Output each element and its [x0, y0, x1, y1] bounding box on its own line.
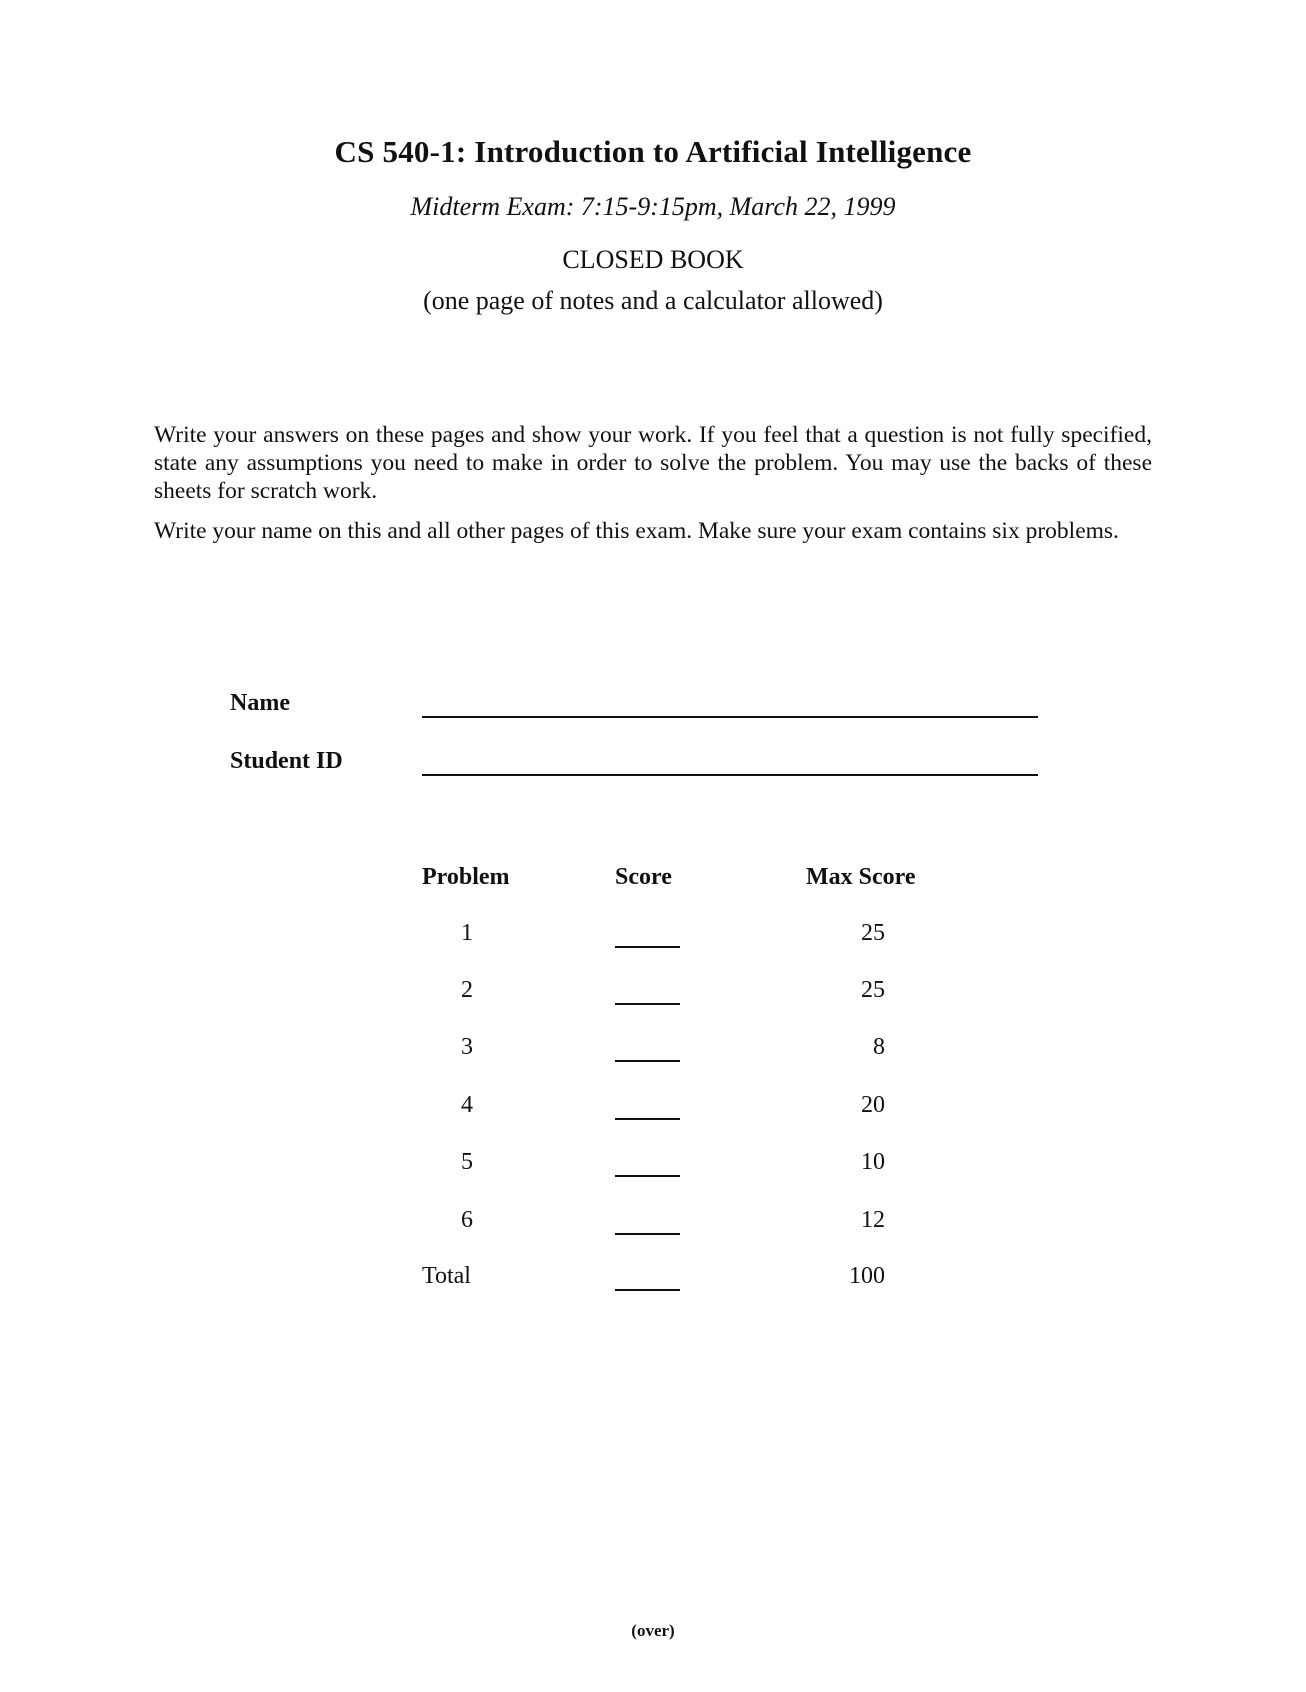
max-score-value: 12 [861, 1207, 885, 1233]
max-score-value: 25 [861, 977, 885, 1003]
closed-book-notice: CLOSED BOOK [562, 245, 744, 274]
instructions-paragraph-2: Write your name on this and all other pages of this exam. Make sure your exam contains six problems. [154, 518, 1119, 544]
score-row [0, 1207, 1306, 1247]
max-score-value: 8 [873, 1034, 885, 1060]
score-row [0, 1092, 1306, 1132]
instructions-paragraph-1: Write your answers on these pages and show your work. If you feel that a question is not fully specified, state any assumptions you need to make in order to solve the problem. You may use the backs of these sheets for scratch work. [154, 422, 1152, 504]
total-label: Total [422, 1263, 471, 1289]
score-blank[interactable] [615, 1060, 680, 1062]
max-score-value: 25 [861, 920, 885, 946]
score-total-row [0, 1263, 1306, 1303]
student-id-field[interactable] [422, 774, 1038, 776]
problem-number: 5 [461, 1149, 473, 1175]
problem-number: 6 [461, 1207, 473, 1233]
exam-subtitle: Midterm Exam: 7:15-9:15pm, March 22, 1999 [410, 192, 896, 221]
max-score-value: 10 [861, 1149, 885, 1175]
total-score-blank[interactable] [615, 1289, 680, 1291]
score-row [0, 1149, 1306, 1189]
score-blank[interactable] [615, 1233, 680, 1235]
name-field[interactable] [422, 716, 1038, 718]
name-label: Name [230, 690, 290, 716]
score-row [0, 920, 1306, 960]
score-blank[interactable] [615, 946, 680, 948]
max-score-column-header: Max Score [806, 864, 916, 890]
problem-number: 1 [461, 920, 473, 946]
exam-title: CS 540-1: Introduction to Artificial Intelligence [334, 134, 972, 169]
total-max-score-value: 100 [849, 1263, 885, 1289]
score-blank[interactable] [615, 1118, 680, 1120]
score-column-header: Score [615, 864, 672, 890]
problem-number: 3 [461, 1034, 473, 1060]
problem-number: 2 [461, 977, 473, 1003]
max-score-value: 20 [861, 1092, 885, 1118]
score-row [0, 977, 1306, 1017]
problem-column-header: Problem [422, 864, 510, 890]
score-blank[interactable] [615, 1175, 680, 1177]
problem-number: 4 [461, 1092, 473, 1118]
score-blank[interactable] [615, 1003, 680, 1005]
score-row [0, 1034, 1306, 1074]
student-id-label: Student ID [230, 748, 343, 774]
page-footer-over: (over) [631, 1621, 675, 1640]
notes-allowed-notice: (one page of notes and a calculator allowed) [423, 286, 883, 315]
